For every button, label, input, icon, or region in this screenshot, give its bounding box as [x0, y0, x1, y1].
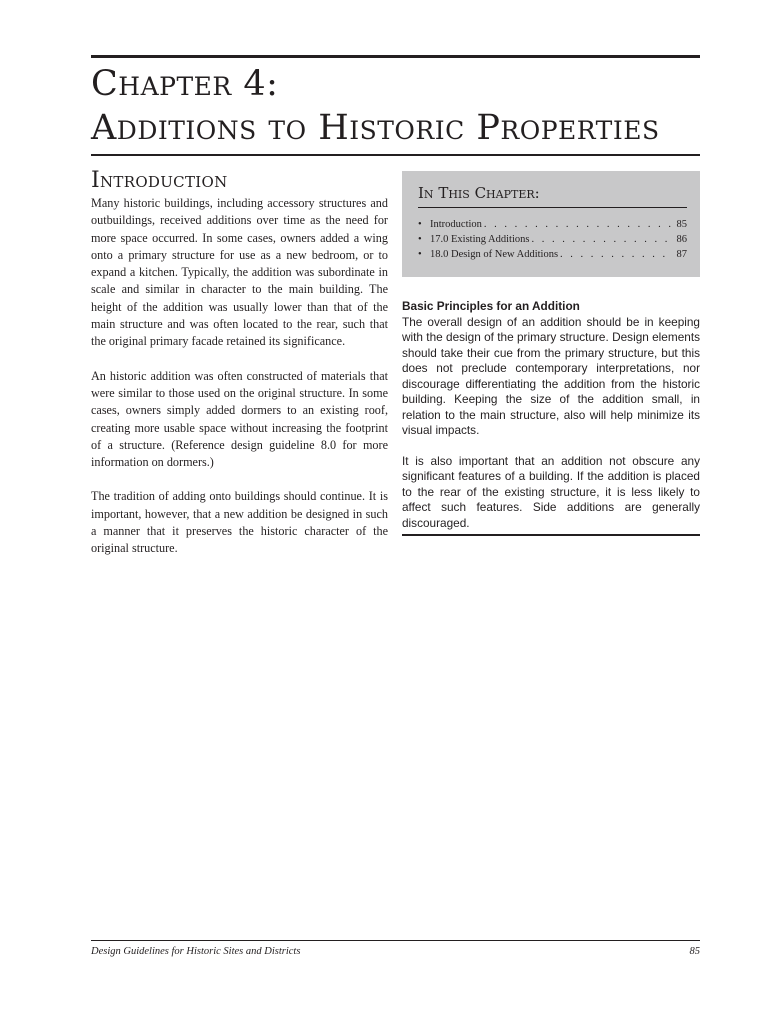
chapter-title-line1: Chapter 4: — [91, 64, 279, 104]
chapter-title — [91, 62, 700, 150]
introduction-paragraph-3: The tradition of adding onto buildings should continue. It is important, however, that a new addition be designed in such a manner that it preserves the historic character of the original structure. — [91, 489, 388, 556]
chapter-title-line2: Additions to Historic Properties — [91, 108, 660, 148]
toc-item-existing-additions[interactable] — [418, 232, 687, 247]
introduction-paragraph-2: An historic addition was often constructed of materials that were similar to those used on the original structure. In some cases, owners simply added dormers to an existing roof, creating more usable space without increasing the footprint of a structure. (Reference design guideline 8.0 for more information on dormers.) — [91, 368, 388, 470]
toc-item-page: 86 — [676, 234, 687, 245]
toc-item-introduction[interactable] — [418, 217, 687, 232]
footer-page-number: 85 — [689, 946, 700, 957]
basic-principles-paragraph-2: It is also important that an addition not obscure any significant features of a building. If the addition is placed to the rear of the existing structure, it is less likely to affect such features. Side additions are generally discouraged. — [402, 453, 700, 530]
basic-principles-section — [402, 299, 700, 546]
in-this-chapter-box — [402, 171, 700, 277]
toc-item-label: 18.0 Design of New Additions — [430, 249, 559, 260]
footer-rule — [91, 940, 700, 941]
top-rule — [91, 55, 700, 58]
basic-principles-paragraph-1: The overall design of an addition should be in keeping with the design of the primary structure. Design elements should take their cue from the primary structure, but this does not preclude contemporary interpretations, nor discourage differentiating the addition from the historic building. Keeping the size of the addition small, in relation to the main structure, also will help minimize its visual impacts. — [402, 314, 700, 437]
in-this-chapter-title: In This Chapter: — [418, 184, 540, 202]
introduction-heading: Introduction — [91, 168, 228, 193]
title-rule — [91, 154, 700, 156]
toc-leader-dots — [484, 217, 673, 232]
introduction-section — [91, 168, 388, 575]
in-this-chapter-rule — [418, 207, 687, 208]
toc-item-new-additions[interactable] — [418, 247, 687, 262]
toc-leader-dots — [531, 232, 672, 247]
toc-leader-dots — [560, 247, 672, 262]
bullet-icon: • — [418, 249, 422, 260]
toc-item-page: 85 — [676, 219, 687, 230]
chapter-contents-list — [418, 217, 687, 262]
basic-principles-heading: Basic Principles for an Addition — [402, 299, 580, 313]
toc-item-label: Introduction — [430, 219, 482, 230]
bullet-icon: • — [418, 234, 422, 245]
footer-publication-title: Design Guidelines for Historic Sites and Districts — [91, 946, 301, 957]
toc-item-page: 87 — [676, 249, 687, 260]
basic-principles-rule — [402, 534, 700, 536]
toc-item-label: 17.0 Existing Additions — [430, 234, 530, 245]
introduction-paragraph-1: Many historic buildings, including accessory structures and outbuildings, received additions over time as the need for more space occurred. In some cases, owners added a wing onto a primary structure for use as a new bedroom, or to expand a kitchen. Typically, the addition was subordinate in scale and similar in character to the main building. The height of the addition was usually lower than that of the main structure and was often located to the rear, such that the original primary facade retained its significance. — [91, 196, 388, 349]
bullet-icon: • — [418, 219, 422, 230]
